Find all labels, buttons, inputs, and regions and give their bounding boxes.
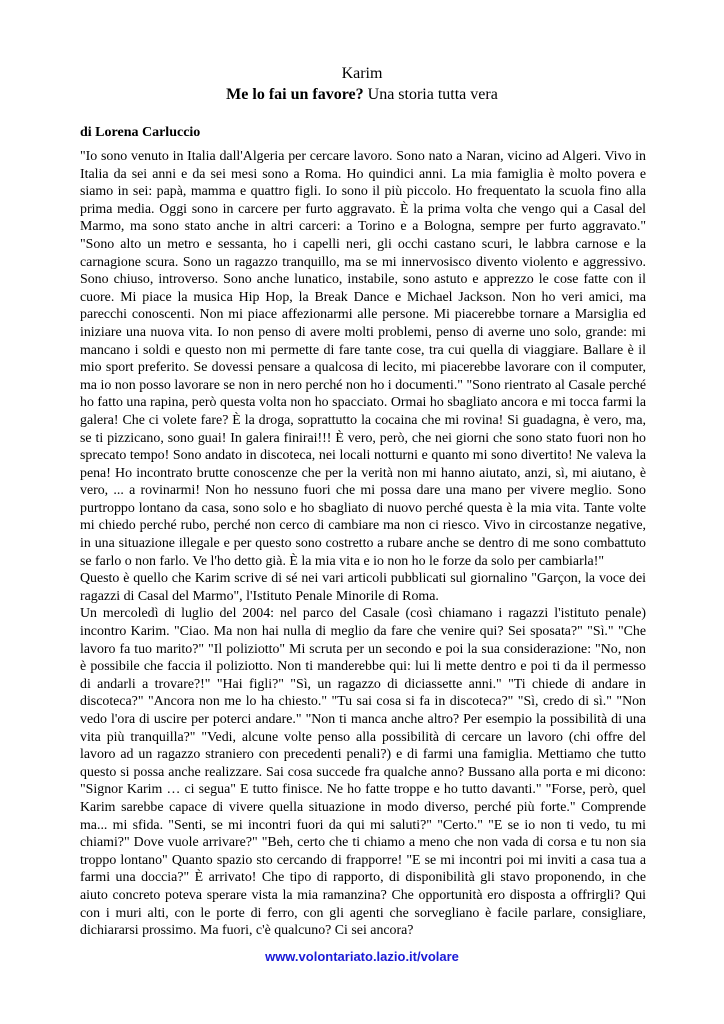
footer [0,949,724,964]
article-body [80,148,646,940]
article-kicker: Karim [341,65,383,82]
paragraph-karim-testimony: "Io sono venuto in Italia dall'Algeria per cercare lavoro. Sono nato a Naran, vicino ad Algeri. Vivo in Italia da sei anni e da sei mesi sono a Roma. Ho quindici anni. La mia famiglia è molto povera e siamo in sei: papà, mamma e quattro figli. Io sono il più piccolo. Ho frequentato la scuola fino alla prima media. Oggi sono in carcere per furto aggravato. È la prima volta che vengo qui a Casal del Marmo, ma sono stato anche in altri carceri: a Torino e a Bologna, sempre per furto aggravato." "Sono alto un metro e sessanta, ho i capelli neri, gli occhi castano scuri, le labbra carnose e la carnagione scura. Sono un ragazzo tranquillo, ma se mi innervosisco divento violento e aggressivo. Sono chiuso, introverso. Sono anche lunatico, instabile, sono astuto e apprezzo le cose fatte con il cuore. Mi piace la musica Hip Hop, la Break Dance e Michael Jackson. Non ho veri amici, ma parecchi conoscenti. Non mi piace affezionarmi alle persone. Mi piacerebbe tornare a Marsiglia ed iniziare una nuova vita. Io non penso di avere molti problemi, penso di averne uno solo, grande: mi mancano i soldi e questo non mi permette di fare tante cose, tra cui quella di viaggiare. Ballare è il mio sport preferito. Se dovessi pensare a qualcosa di lecito, mi piacerebbe lavorare con il computer, ma io non posso lavorare se non in nero perché non ho i documenti." "Sono rientrato al Casale perché ho fatto una rapina, però questa volta non ho spacciato. Ormai ho sbagliato ancora e mi tocca farmi la galera! Che ci volete fare? È la droga, soprattutto la cocaina che mi rovina! Si guadagna, è vero, ma, se ti pizzicano, sono guai! In galera finirai!!! È vero, però, che nei giorni che sono stato fuori non ho sprecato tempo! Sono andato in discoteca, nei locali notturni e quanto mi sono divertito! Ne valeva la pena! Ho incontrato brutte conoscenze che per la verità non mi hanno aiutato, anzi, sì, mi aiutano, è vero, ... a rovinarmi! Non ho nessuno fuori che mi possa dare una mano per vivere meglio. Sono purtroppo lontano da casa, sono solo e ho sbagliato di nuovo perché questa è la mia vita. Tante volte mi chiedo perché rubo, perché non cerco di cambiare ma non ci riesco. Vivo in circostanze negative, in una situazione illegale e per questo sono costretto a rubare anche se dentro di me sono combattuto se farlo o non farlo. Ve l'ho detto già. È la mia vita e io non ho le forze da solo per cambiarla!" [80,149,646,569]
author-byline: di Lorena Carluccio [80,125,201,140]
article-title-subtitle: Una storia tutta vera [363,86,498,103]
footer-website-link[interactable]: www.volontariato.lazio.it/volare [265,949,459,964]
title-block [0,64,724,105]
article-title [0,84,724,105]
paragraph-encounter: Un mercoledì di luglio del 2004: nel parco del Casale (così chiamano i ragazzi l'istituto penale) incontro Karim. "Ciao. Ma non hai nulla di meglio da fare che venire qui? Sei sposata?" "Sì." "Che lavoro fa tuo marito?" "Il poliziotto" Mi scruta per un secondo e poi la sua considerazione: "No, non è possibile che faccia il poliziotto. Non ti manderebbe qui: lui li mette dentro e poi ti da il permesso di andarli a trovare?!" "Hai figli?" "Sì, un ragazzo di diciassette anni." "Ti chiede di andare in discoteca?" "Ancora non me lo ha chiesto." "Tu sai cosa si fa in discoteca?" "Sì, credo di sì." "Non vedo l'ora di uscire per poterci andare." "Non ti manca anche altro? Per esempio la possibilità di una vita più tranquilla?" "Vedi, alcune volte penso alla possibilità di cercare un lavoro (chi offre del lavoro ad un ragazzo straniero con precedenti penali?) e di farmi una famiglia. Mettiamo che tutto questo si possa anche realizzare. Sai cosa succede fra qualche anno? Bussano alla porta e mi dicono: "Signor Karim … ci segua" E tutto finisce. Ne ho fatte troppe e ho tutto davanti." "Forse, però, quel Karim sarebbe capace di vivere quella situazione in modo diverso, perché più forte." Comprende ma... mi sfida. "Senti, se mi incontri fuori da qui mi saluti?" "Certo." "E se io non ti vedo, tu mi chiami?" Dove vuole arrivare?" "Beh, certo che ti chiamo a meno che non vada di corsa e tu non sia troppo lontano" Quanto spazio sto cercando di frapporre! "E se mi incontri poi mi inviti a casa tua a farmi una doccia?" È arrivato! Che tipo di rapporto, di disponibilità gli stavo proponendo, in che aiuto concreto poteva sperare vista la mia ramanzina? Che opportunità ero disposta a offrirgli? Qui con i muri alti, con le porte di ferro, con gli agenti che sorvegliano è facile parlare, consigliare, dichiararsi prossimo. Ma fuori, c'è qualcuno? Ci sei ancora? [80,606,646,939]
paragraph-source-note: Questo è quello che Karim scrive di sé nei vari articoli pubblicati sul giornalino "Garçon, la voce dei ragazzi di Casal del Marmo", l'Istituto Penale Minorile di Roma. [80,571,646,604]
article-title-bold: Me lo fai un favore? [226,86,364,103]
